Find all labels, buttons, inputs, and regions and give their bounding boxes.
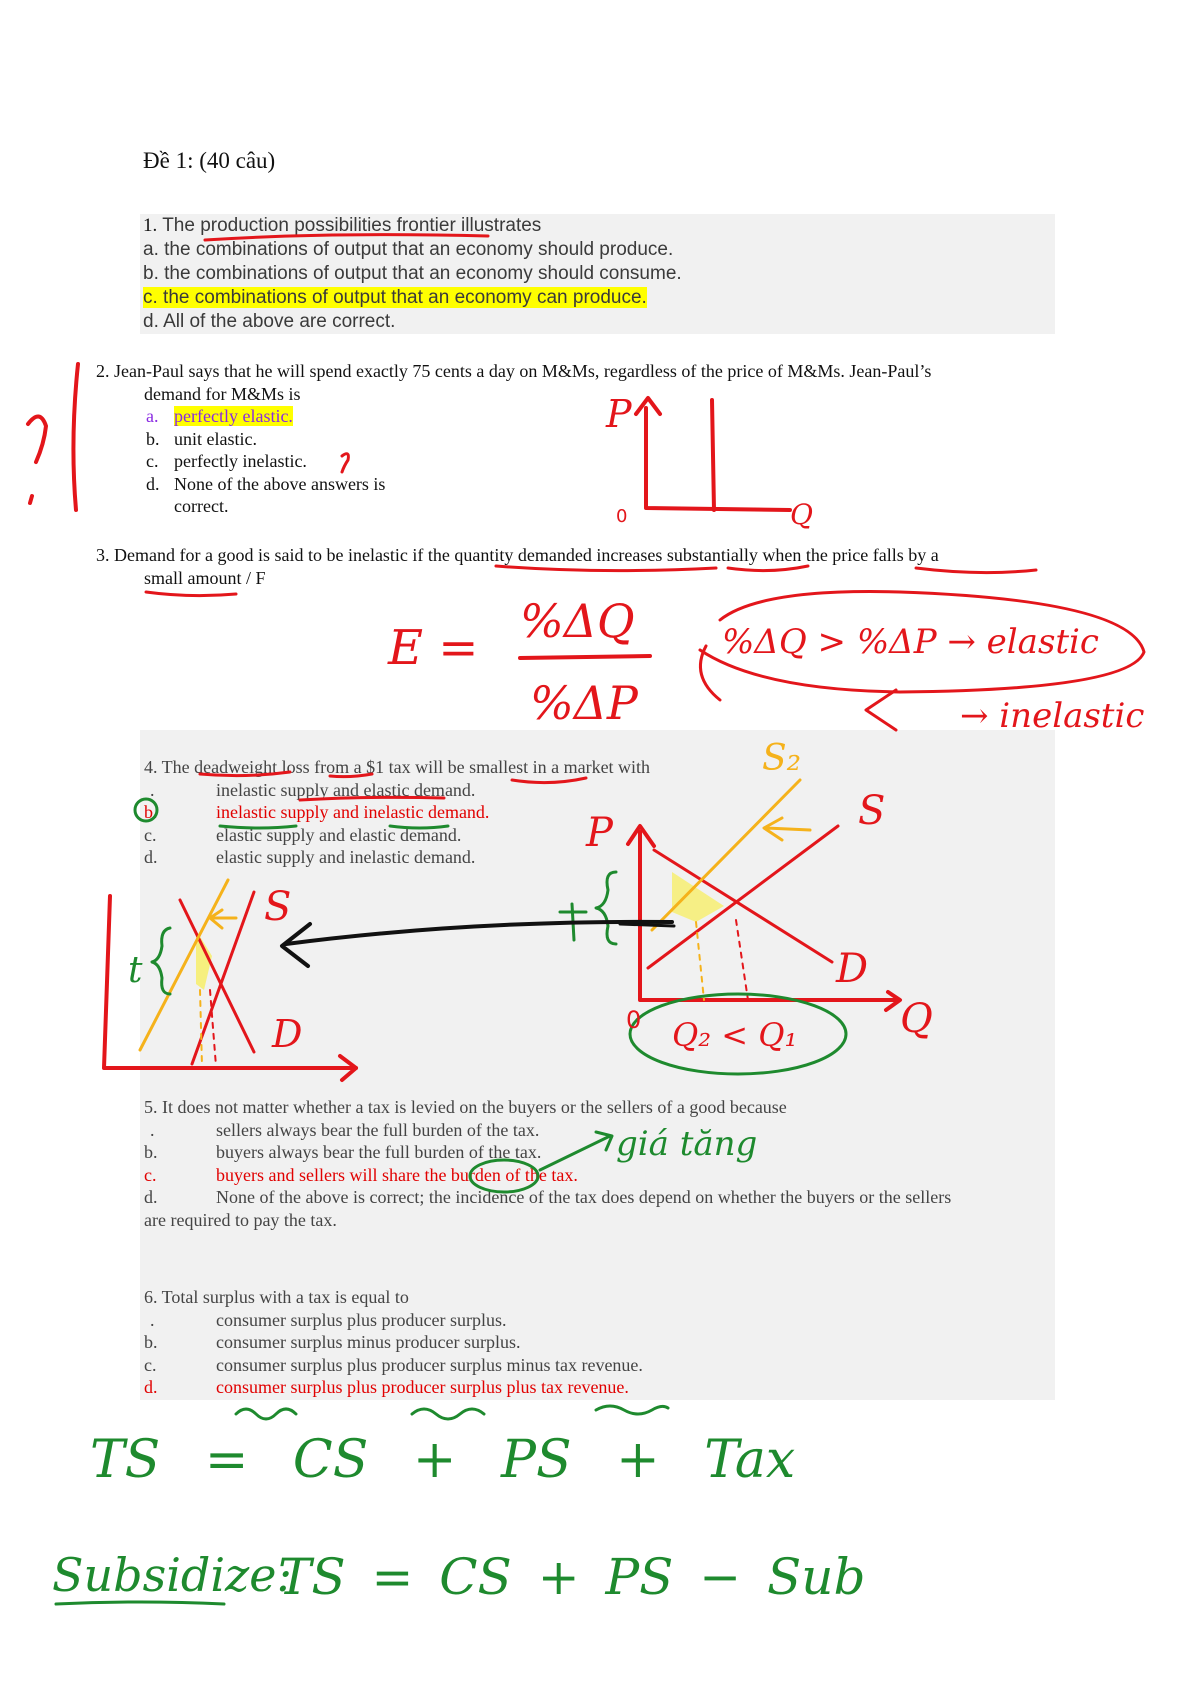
- correct-answer: consumer surplus plus producer surplus plus tax revenue.: [216, 1377, 629, 1397]
- correct-answer: inelastic supply and inelastic demand.: [216, 802, 490, 822]
- elasticity-numerator: %ΔQ: [520, 594, 635, 648]
- graph-q-label: Q: [790, 498, 813, 531]
- option-text: sellers always bear the full burden of the tax.: [216, 1119, 540, 1140]
- s2-label: S₂: [762, 738, 802, 779]
- option-letter: d.: [144, 1187, 158, 1207]
- question-6-option-b: [144, 1331, 1044, 1354]
- option-letter: d.: [146, 473, 160, 494]
- question-5-option-c: [144, 1164, 1054, 1187]
- question-4-stem: 4. The deadweight loss from a $1 tax will be smallest in a market with: [144, 757, 651, 777]
- option-letter: b.: [144, 802, 158, 822]
- option-text: unit elastic.: [174, 428, 257, 449]
- question-6-option-a: [144, 1309, 1044, 1332]
- elasticity-rule: %ΔQ > %ΔP → elastic: [722, 622, 1099, 662]
- option-letter: c.: [144, 1164, 157, 1185]
- option-letter: b.: [144, 1142, 158, 1162]
- option-text: inelastic supply and elastic demand.: [216, 779, 476, 800]
- question-mark-ink: [28, 416, 46, 462]
- graph-p-label: P: [606, 392, 632, 436]
- question-1: [143, 214, 682, 334]
- question-1-option-a: a. the combinations of output that an economy should produce.: [143, 239, 674, 260]
- bracket-ink: [73, 364, 78, 510]
- elasticity-rule-inelastic: → inelastic: [960, 696, 1145, 736]
- demand-d-label: D: [836, 946, 869, 992]
- elasticity-denominator: %ΔP: [530, 676, 638, 730]
- question-number: 1.: [143, 215, 158, 236]
- option-letter: a.: [146, 406, 159, 426]
- option-letter: c.: [146, 451, 159, 471]
- question-6-stem: 6. Total surplus with a tax is equal to: [144, 1287, 409, 1307]
- question-2: [96, 360, 931, 518]
- supply-s-label: S: [858, 788, 886, 834]
- left-demand-d-label: D: [272, 1012, 303, 1056]
- question-5: [144, 1096, 1054, 1231]
- quantity-q-label: Q: [900, 996, 933, 1042]
- less-than-ink: [866, 690, 896, 730]
- highlighted-answer: c. the combinations of output that an economy can produce.: [143, 287, 647, 308]
- question-3-line2: small amount / F: [144, 567, 266, 588]
- option-letter: .: [150, 1309, 155, 1330]
- q-compare-label: Q₂ < Q₁: [672, 1016, 798, 1054]
- question-2-option-a: [96, 405, 931, 428]
- highlighted-answer: perfectly elastic.: [174, 406, 293, 426]
- question-2-stem-line1: 2. Jean-Paul says that he will spend exactly 75 cents a day on M&Ms, regardless of the price of M&Ms. Jean-Paul’s: [96, 361, 932, 381]
- question-5-option-d: [144, 1186, 1054, 1209]
- fraction-bar: [520, 656, 650, 658]
- correct-answer: buyers and sellers will share the burden of the tax.: [216, 1164, 578, 1185]
- squiggle-ink: [236, 1409, 296, 1419]
- question-2-option-c: [96, 450, 931, 473]
- question-5-option-d-cont: are required to pay the tax.: [144, 1209, 337, 1230]
- underline-ink: [146, 592, 236, 596]
- question-2-option-d: [96, 473, 931, 496]
- gia-tang-label: giá tăng: [616, 1124, 758, 1164]
- question-1-option-b: b. the combinations of output that an economy should consume.: [143, 263, 682, 284]
- option-letter: d.: [144, 847, 158, 867]
- question-4-option-a: [144, 779, 1044, 802]
- question-2-stem-line2: demand for M&Ms is: [144, 383, 301, 404]
- option-text: consumer surplus plus producer surplus.: [216, 1309, 507, 1330]
- question-5-option-a: [144, 1119, 1054, 1142]
- option-text: elastic supply and elastic demand.: [216, 824, 462, 845]
- question-1-stem: [143, 214, 682, 238]
- left-supply-s-label: S: [264, 884, 292, 930]
- question-6: [144, 1286, 1044, 1399]
- ts-formula: TS = CS + PS + Tax: [90, 1430, 796, 1490]
- option-text: None of the above is correct; the incidence of the tax does depend on whether the buyers or the sellers: [216, 1187, 952, 1207]
- option-letter: .: [150, 779, 155, 800]
- option-letter: b.: [144, 1332, 158, 1352]
- squiggle-ink: [596, 1406, 668, 1414]
- option-text: perfectly inelastic.: [174, 451, 307, 471]
- left-tax-t-label: t: [128, 950, 143, 991]
- brace-ink: [700, 646, 720, 700]
- question-stem-text: The production possibilities frontier illustrates: [162, 215, 542, 236]
- question-2-option-d-cont: correct.: [174, 496, 229, 516]
- option-letter: c.: [144, 1354, 157, 1375]
- option-text: consumer surplus plus producer surplus minus tax revenue.: [216, 1354, 643, 1375]
- question-6-option-d: [144, 1376, 1044, 1399]
- question-5-option-b: [144, 1141, 1054, 1164]
- elasticity-lhs: E =: [388, 620, 479, 676]
- option-letter: d.: [144, 1377, 158, 1397]
- subsidize-formula: TS = CS + PS − Sub: [278, 1548, 866, 1606]
- origin-label: 0: [626, 1006, 642, 1034]
- underline-ink: [56, 1602, 224, 1604]
- option-letter: c.: [144, 824, 157, 845]
- question-6-option-c: [144, 1354, 1044, 1377]
- squiggle-ink: [412, 1409, 484, 1419]
- option-text: consumer surplus minus producer surplus.: [216, 1332, 521, 1352]
- option-text: buyers always bear the full burden of the tax.: [216, 1142, 542, 1162]
- question-2-option-b: [96, 428, 931, 451]
- price-p-label: P: [586, 810, 613, 856]
- question-3: [96, 544, 939, 589]
- subsidize-label: Subsidize:: [52, 1548, 293, 1602]
- question-3-line1: 3. Demand for a good is said to be inelastic if the quantity demanded increases substantially when the price falls by a: [96, 545, 939, 565]
- question-mark-ink: [30, 496, 32, 503]
- page-title: Đề 1: (40 câu): [143, 148, 276, 173]
- option-letter: b.: [146, 428, 160, 449]
- question-1-option-c: [143, 286, 682, 310]
- option-text: elastic supply and inelastic demand.: [216, 847, 476, 867]
- option-text: None of the above answers is: [174, 473, 386, 494]
- graph-origin-label: 0: [616, 506, 628, 527]
- question-5-stem: 5. It does not matter whether a tax is levied on the buyers or the sellers of a good because: [144, 1097, 787, 1117]
- question-1-option-d: d. All of the above are correct.: [143, 311, 396, 332]
- option-letter: .: [150, 1119, 155, 1140]
